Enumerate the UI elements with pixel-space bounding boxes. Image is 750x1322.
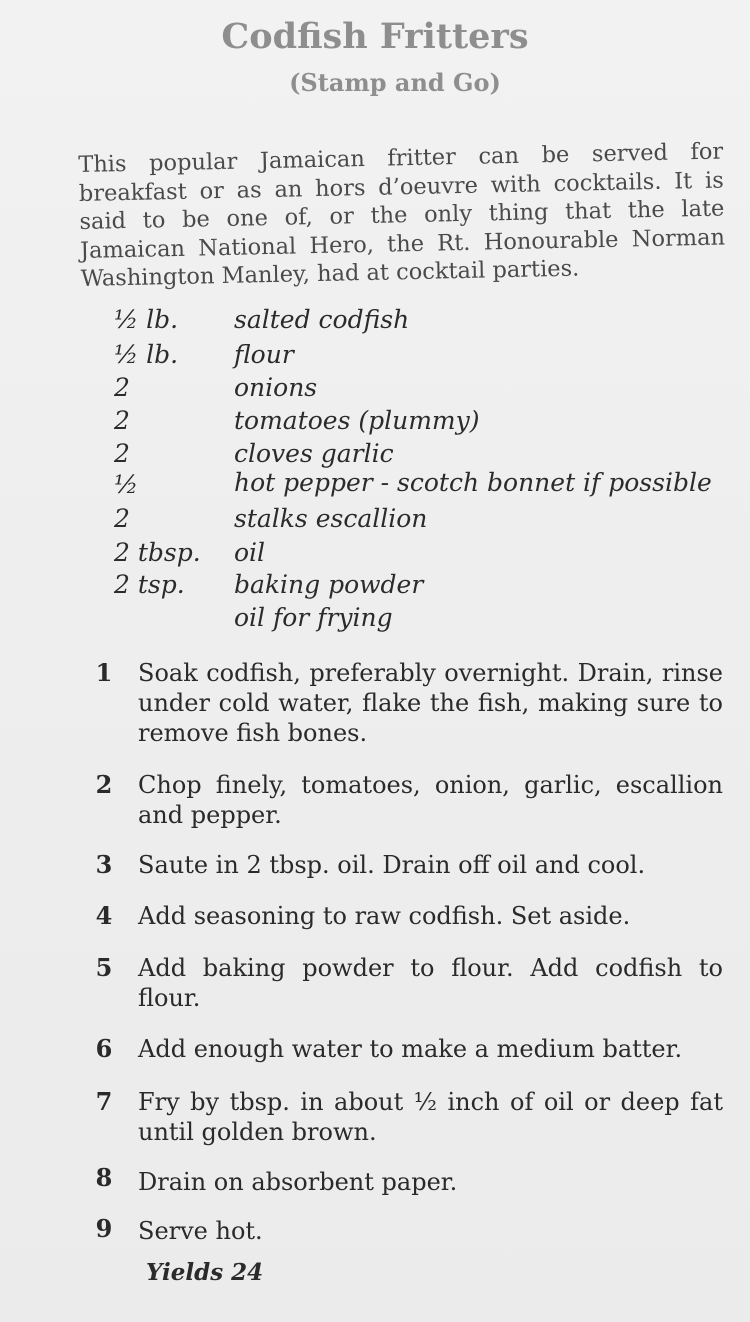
ingredient-item: salted codfish — [234, 305, 410, 334]
step-text: Add enough water to make a medium batter. — [138, 1035, 683, 1063]
ingredient-quantity: ½ — [114, 470, 139, 499]
step-text: Drain on absorbent paper. — [138, 1168, 458, 1196]
ingredient-quantity: 2 tsp. — [114, 570, 185, 599]
ingredient-quantity: ½ lb. — [114, 305, 179, 334]
ingredient-item: stalks escallion — [234, 504, 428, 533]
ingredient-item: onions — [234, 373, 318, 402]
ingredient-item: hot pepper - scotch bonnet if possible — [234, 468, 712, 497]
ingredient-quantity: 2 — [114, 504, 130, 533]
ingredient-item: oil — [234, 538, 266, 567]
step-text: Add seasoning to raw codfish. Set aside. — [138, 902, 631, 930]
step-number: 8 — [95, 1163, 113, 1192]
step-text: Add baking powder to flour. Add codfish to flour. — [138, 954, 723, 1012]
step-text: Soak codfish, preferably overnight. Drain, rinse under cold water, flake the fish, making sure to remove fish bones. — [138, 659, 723, 747]
step-number: 3 — [95, 850, 113, 879]
recipe-intro: This popular Jamaican fritter can be served for breakfast or as an hors d’oeuvre with cocktails. It is said to be one of, or the only thing that the late Jamaican National Hero, the Rt. Honourable Norman Washington Manley, had at cocktail parties. — [78, 137, 726, 292]
step-number: 4 — [95, 901, 113, 930]
step-number: 6 — [95, 1034, 113, 1063]
ingredient-quantity: 2 — [114, 406, 130, 435]
ingredient-quantity: 2 tbsp. — [114, 538, 201, 567]
step-text: Chop finely, tomatoes, onion, garlic, escallion and pepper. — [138, 771, 723, 829]
recipe-title: Codfish Fritters — [221, 16, 529, 57]
ingredient-quantity: ½ lb. — [114, 340, 179, 369]
recipe-subtitle: (Stamp and Go) — [289, 68, 501, 97]
step-text: Fry by tbsp. in about ½ inch of oil or deep fat until golden brown. — [138, 1088, 723, 1146]
ingredient-item: cloves garlic — [234, 439, 394, 468]
step-text: Serve hot. — [138, 1217, 263, 1245]
step-number: 9 — [95, 1214, 113, 1243]
ingredient-item: baking powder — [234, 570, 424, 599]
step-number: 2 — [95, 770, 113, 799]
step-number: 5 — [95, 953, 113, 982]
yields-note: Yields 24 — [146, 1259, 264, 1286]
ingredient-quantity: 2 — [114, 439, 130, 468]
step-number: 1 — [95, 658, 113, 687]
ingredient-item: flour — [234, 340, 294, 369]
ingredient-item: tomatoes (plummy) — [234, 406, 480, 435]
step-text: Saute in 2 tbsp. oil. Drain off oil and cool. — [138, 851, 646, 879]
step-number: 7 — [95, 1087, 113, 1116]
ingredient-item: oil for frying — [234, 603, 393, 632]
ingredient-quantity: 2 — [114, 373, 130, 402]
